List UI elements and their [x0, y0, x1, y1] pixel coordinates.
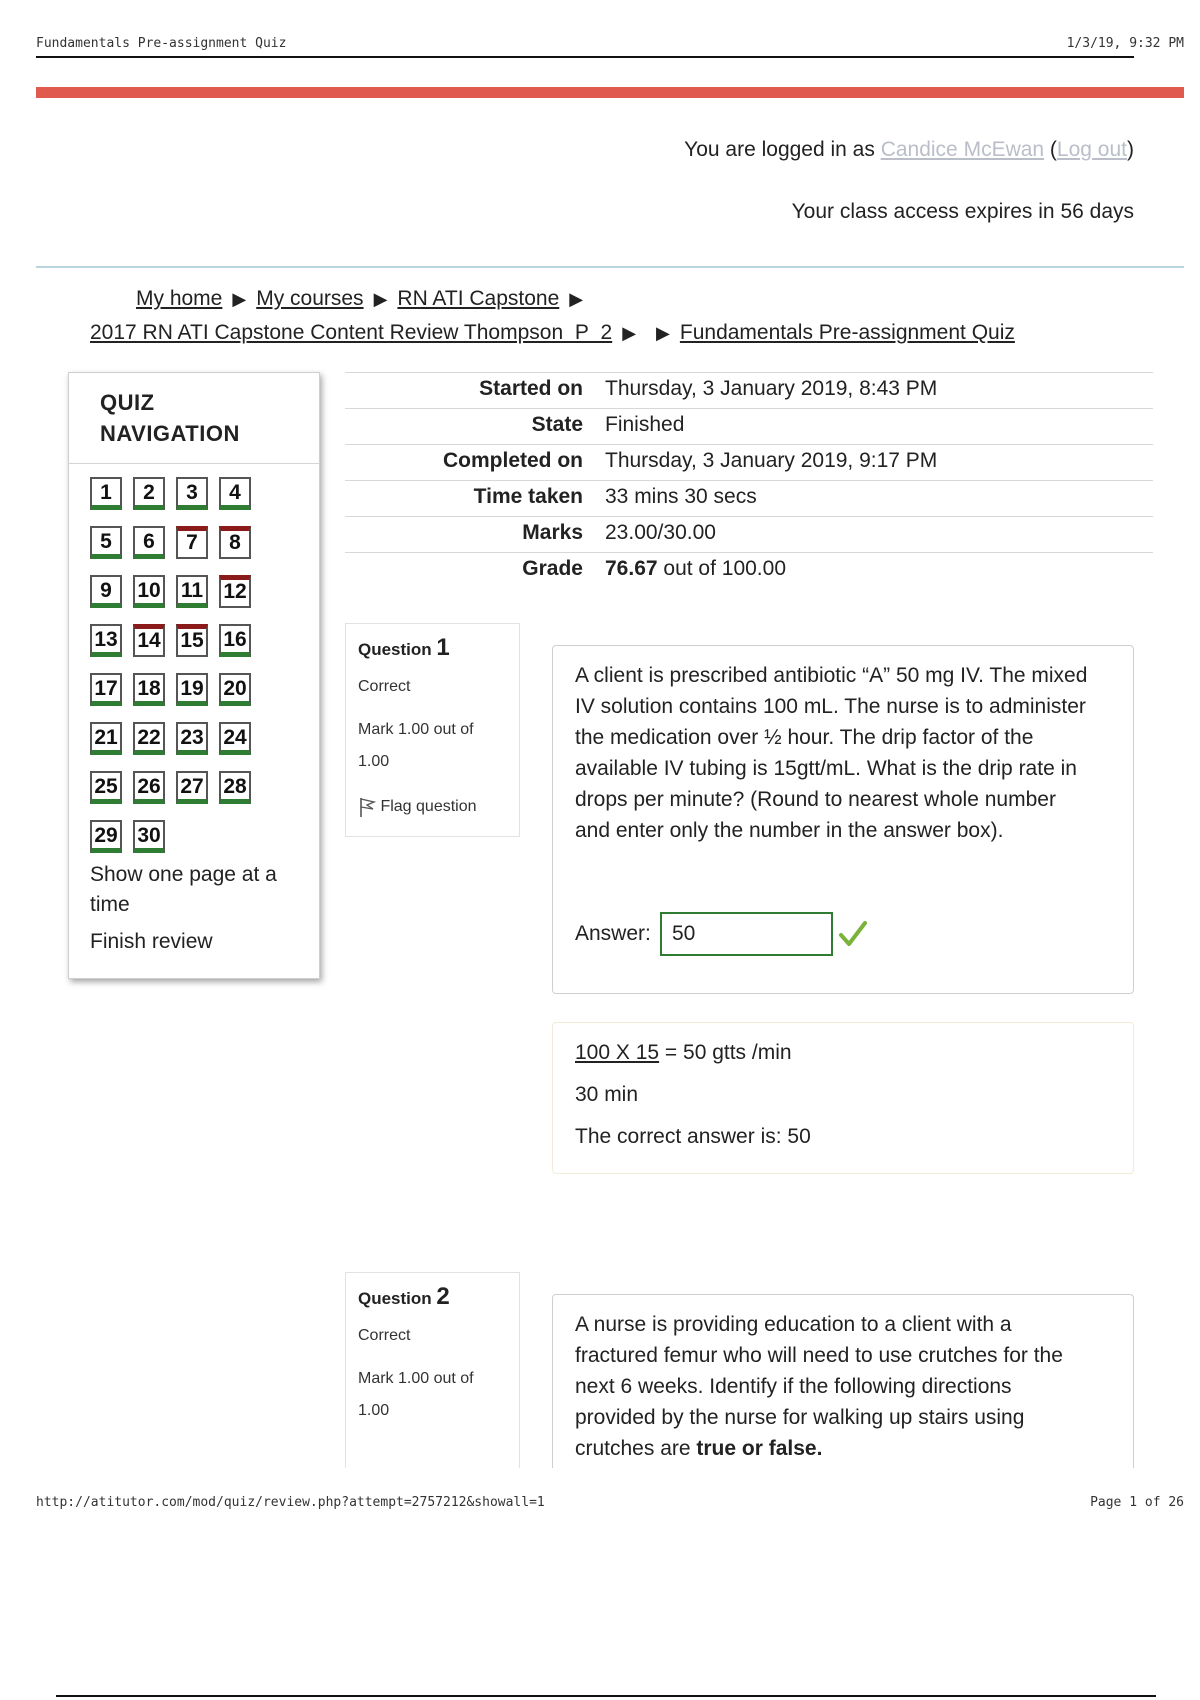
quiz-navigation-title: [100, 387, 240, 449]
question-nav-button-20[interactable]: 20: [219, 673, 251, 706]
question-1-mark-line1: Mark 1.00 out of: [358, 721, 474, 738]
summary-row: [345, 480, 1153, 516]
summary-row: [345, 408, 1153, 444]
top-accent-bar: [36, 87, 1184, 98]
question-nav-button-12[interactable]: 12: [219, 575, 251, 608]
grade-value: 76.67: [605, 557, 658, 580]
question-number: 2: [436, 1283, 450, 1310]
answer-input[interactable]: 50: [660, 912, 833, 956]
question-2-mark-line2: 1.00: [358, 1402, 390, 1419]
summary-label: Time taken: [473, 485, 583, 508]
login-paren-close: ): [1127, 138, 1134, 161]
grade-label: Grade: [522, 557, 583, 580]
breadcrumb-separator-icon: ▶: [569, 289, 584, 309]
summary-row: [345, 372, 1153, 408]
print-date: 1/3/19, 9:32 PM: [1066, 36, 1184, 51]
question-2-text-body: A nurse is providing education to a client with a fractured femur who will need to use crutches for the next 6 weeks. Identify if the following directions provided by the nurse for walking up stairs using crutches are: [575, 1313, 1063, 1460]
flag-question-label: Flag question: [380, 798, 477, 816]
breadcrumb-separator-icon: ▶: [656, 323, 670, 343]
question-nav-button-28[interactable]: 28: [219, 771, 251, 804]
answer-label: Answer:: [575, 922, 651, 945]
summary-value: Thursday, 3 January 2019, 8:43 PM: [605, 377, 938, 400]
question-nav-button-26[interactable]: 26: [133, 771, 165, 804]
feedback-formula: [575, 1041, 792, 1065]
summary-label: Completed on: [443, 449, 583, 472]
question-1-content: [552, 645, 1134, 994]
question-nav-button-8[interactable]: 8: [219, 526, 251, 559]
question-1-mark-line2: 1.00: [358, 753, 390, 770]
question-nav-button-27[interactable]: 27: [176, 771, 208, 804]
question-nav-button-22[interactable]: 22: [133, 722, 165, 755]
question-nav-button-4[interactable]: 4: [219, 477, 251, 510]
breadcrumb-separator-icon: ▶: [373, 289, 388, 309]
logout-link[interactable]: Log out: [1056, 138, 1127, 161]
feedback-denominator: 30 min: [575, 1083, 639, 1106]
question-1-text: A client is prescribed antibiotic “A” 50 mg IV. The mixed IV solution contains 100 mL. The nurse is to administer the medication over ½ hour. The drip factor of the available IV tubing is 15gtt/mL. What is the drip rate in drops per minute? (Round to nearest whole number and enter only the number in the answer box).: [575, 664, 1088, 842]
question-2-mark: [358, 1363, 508, 1427]
question-nav-button-15[interactable]: 15: [176, 624, 208, 657]
summary-row: [345, 516, 1153, 552]
question-nav-button-6[interactable]: 6: [133, 526, 165, 559]
print-url: http://atitutor.com/mod/quiz/review.php?attempt=2757212&showall=1: [36, 1495, 545, 1510]
question-1-number: [358, 634, 450, 662]
show-one-page-link[interactable]: [90, 860, 277, 920]
question-1-info: [345, 623, 520, 837]
bottom-rule: [56, 1695, 1156, 1697]
question-2-text-bold: true or false.: [696, 1437, 823, 1460]
access-expiry: Your class access expires in 56 days: [791, 200, 1134, 223]
question-nav-button-16[interactable]: 16: [219, 624, 251, 657]
check-icon: [838, 919, 868, 949]
question-nav-button-10[interactable]: 10: [133, 575, 165, 608]
login-paren-open: (: [1044, 138, 1057, 161]
question-nav-button-9[interactable]: 9: [90, 575, 122, 608]
question-nav-button-5[interactable]: 5: [90, 526, 122, 559]
summary-label: Started on: [479, 377, 583, 400]
question-2-mark-line1: Mark 1.00 out of: [358, 1370, 474, 1387]
question-number: 1: [436, 634, 450, 661]
header-divider: [36, 266, 1184, 268]
question-nav-button-30[interactable]: 30: [133, 820, 165, 853]
header-rule: [36, 56, 1134, 58]
breadcrumb-my-home[interactable]: My home: [136, 287, 223, 310]
question-2-text: [575, 1309, 1095, 1464]
print-title: Fundamentals Pre-assignment Quiz: [36, 36, 287, 51]
quiz-navigation-title-line1: QUIZ: [100, 390, 155, 415]
breadcrumb-separator-icon: ▶: [622, 323, 637, 343]
question-nav-button-21[interactable]: 21: [90, 722, 122, 755]
summary-value: Finished: [605, 413, 685, 436]
question-nav-button-14[interactable]: 14: [133, 624, 165, 657]
flag-icon: [358, 796, 376, 818]
question-nav-button-7[interactable]: 7: [176, 526, 208, 559]
question-nav-button-18[interactable]: 18: [133, 673, 165, 706]
question-nav-button-23[interactable]: 23: [176, 722, 208, 755]
question-nav-button-2[interactable]: 2: [133, 477, 165, 510]
feedback-numerator: 100 X 15: [575, 1041, 660, 1064]
print-footer: [36, 1495, 1184, 1510]
login-info: [684, 138, 1134, 162]
summary-row: [345, 444, 1153, 480]
show-one-page-line1: Show one page at a: [90, 863, 277, 886]
summary-value: Thursday, 3 January 2019, 9:17 PM: [605, 449, 938, 472]
question-label: Question: [358, 1289, 432, 1308]
summary-label: Marks: [522, 521, 583, 544]
breadcrumb-quiz[interactable]: Fundamentals Pre-assignment Quiz: [679, 321, 1015, 344]
breadcrumb-separator-icon: ▶: [232, 289, 247, 309]
breadcrumb: [90, 282, 1110, 350]
print-page-number: Page 1 of 26: [1090, 1495, 1184, 1510]
feedback-result: = 50 gtts /min: [659, 1041, 792, 1064]
flag-question-button[interactable]: [358, 796, 477, 818]
question-1-feedback: [552, 1022, 1134, 1174]
question-nav-button-3[interactable]: 3: [176, 477, 208, 510]
summary-label: State: [531, 413, 583, 436]
breadcrumb-my-courses[interactable]: My courses: [256, 287, 364, 310]
question-nav-button-11[interactable]: 11: [176, 575, 208, 608]
question-2-number: [358, 1283, 450, 1311]
quiz-navigation-divider: [69, 463, 319, 464]
question-nav-button-24[interactable]: 24: [219, 722, 251, 755]
user-profile-link[interactable]: Candice McEwan: [880, 138, 1045, 161]
question-2-info: [345, 1272, 520, 1468]
quiz-navigation-title-line2: NAVIGATION: [100, 421, 240, 446]
login-prefix: You are logged in as: [684, 138, 881, 161]
summary-value: 33 mins 30 secs: [605, 485, 757, 508]
question-2-status: Correct: [358, 1327, 411, 1344]
question-nav-button-13[interactable]: 13: [90, 624, 122, 657]
question-1-status: Correct: [358, 678, 411, 695]
grade-suffix: out of 100.00: [657, 557, 787, 580]
quiz-navigation-panel: [68, 372, 320, 979]
grade-value-line: [605, 557, 786, 581]
question-1-mark: [358, 714, 508, 778]
question-label: Question: [358, 640, 432, 659]
question-nav-button-29[interactable]: 29: [90, 820, 122, 853]
question-nav-button-25[interactable]: 25: [90, 771, 122, 804]
attempt-summary-table: [345, 372, 1153, 588]
question-nav-button-1[interactable]: 1: [90, 477, 122, 510]
show-one-page-line2: time: [90, 893, 130, 916]
question-nav-button-17[interactable]: 17: [90, 673, 122, 706]
question-2-content: [552, 1294, 1134, 1468]
summary-value: 23.00/30.00: [605, 521, 716, 544]
finish-review-link[interactable]: Finish review: [90, 930, 213, 953]
breadcrumb-course[interactable]: RN ATI Capstone: [397, 287, 560, 310]
correct-answer-text: The correct answer is: 50: [575, 1125, 811, 1148]
summary-row-grade: [345, 552, 1153, 588]
breadcrumb-course-section[interactable]: 2017 RN ATI Capstone Content Review Thompson_P_2: [90, 321, 613, 344]
question-nav-button-19[interactable]: 19: [176, 673, 208, 706]
print-header: [36, 36, 1184, 58]
